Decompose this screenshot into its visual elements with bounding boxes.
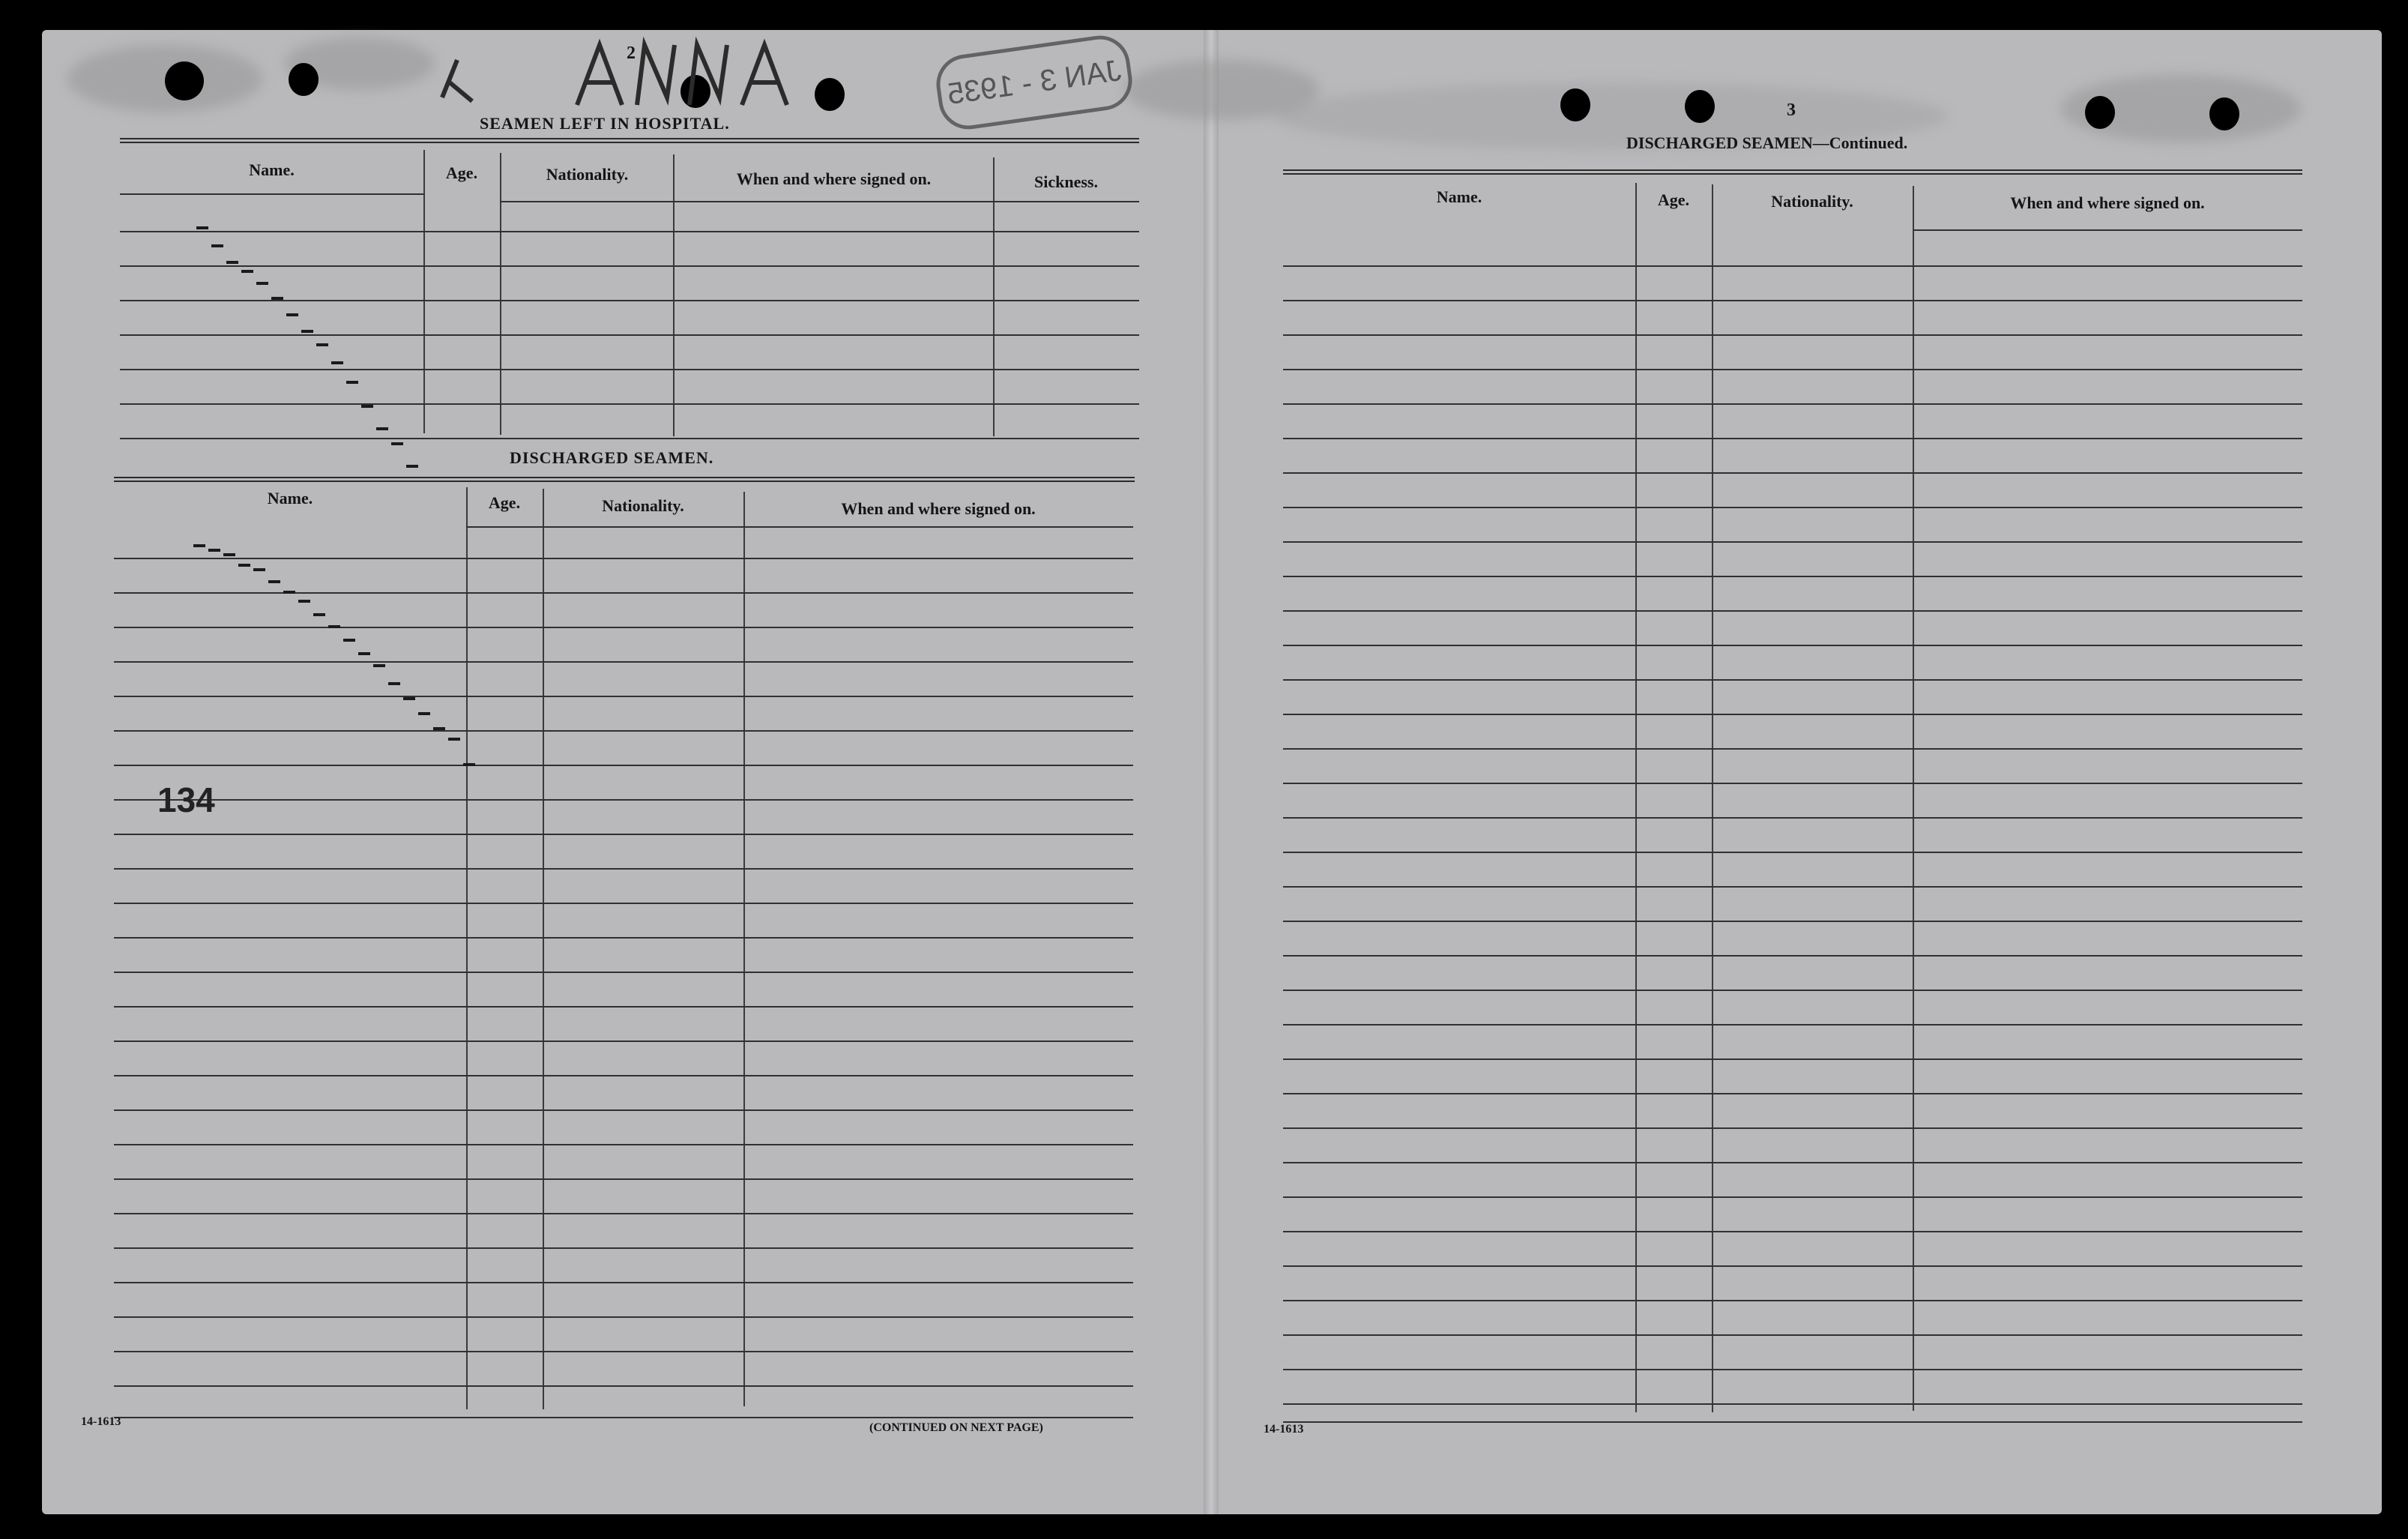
continued-col-name: Name. [1436, 187, 1482, 206]
row-rule [120, 265, 1139, 267]
dash-mark [391, 442, 403, 445]
dash-mark [241, 270, 253, 273]
row-rule [1283, 1058, 2302, 1060]
row-rule [1283, 300, 2302, 301]
row-rule [1283, 817, 2302, 819]
dash-mark [331, 361, 343, 364]
row-rule [466, 526, 1133, 528]
row-rule [114, 1075, 1133, 1076]
dash-mark [388, 682, 400, 685]
row-rule [1283, 403, 2302, 405]
dash-mark [196, 226, 208, 229]
dash-mark [346, 381, 358, 384]
row-rule [1283, 1127, 2302, 1129]
dash-mark [361, 405, 373, 408]
dash-mark [463, 763, 475, 766]
row-rule [1283, 334, 2302, 336]
row-rule [500, 201, 1139, 202]
column-divider [993, 157, 995, 436]
row-rule [1283, 507, 2302, 508]
row-rule [114, 868, 1133, 870]
continued-col-age: Age. [1657, 190, 1690, 209]
row-rule [120, 403, 1139, 405]
discharged-continued-title: DISCHARGED SEAMEN—Continued. [1626, 133, 1908, 152]
dash-mark [271, 297, 283, 300]
row-rule [1283, 679, 2302, 681]
row-rule [114, 834, 1133, 835]
discharged-section-title: DISCHARGED SEAMEN. [510, 448, 714, 467]
punch-hole [2209, 97, 2239, 130]
column-divider [743, 492, 745, 1406]
dash-mark [211, 244, 223, 247]
row-rule [114, 1316, 1133, 1318]
dash-mark [376, 427, 388, 430]
punch-hole [2085, 96, 2115, 129]
column-divider [673, 154, 675, 436]
row-rule [1283, 955, 2302, 957]
row-rule [1283, 265, 2302, 267]
column-divider [500, 153, 501, 435]
row-rule [114, 1109, 1133, 1111]
row-rule [1283, 541, 2302, 543]
column-divider [1635, 183, 1637, 1412]
dash-mark [316, 343, 328, 346]
dash-mark [418, 712, 430, 715]
row-rule [1283, 1334, 2302, 1336]
dash-mark [193, 544, 205, 547]
row-rule [1283, 886, 2302, 888]
row-rule [1283, 783, 2302, 784]
row-rule [120, 438, 1139, 439]
row-rule [114, 1417, 1133, 1418]
row-rule [114, 903, 1133, 904]
punch-hole [165, 61, 204, 100]
dash-mark [403, 697, 415, 700]
dash-mark [301, 330, 313, 333]
continued-note: (CONTINUED ON NEXT PAGE) [869, 1421, 1043, 1434]
row-rule [114, 730, 1133, 732]
row-rule [1283, 472, 2302, 474]
row-rule [114, 1144, 1133, 1145]
form-number-left: 14-1613 [81, 1415, 121, 1428]
row-rule [114, 1247, 1133, 1249]
hospital-col-age: Age. [445, 163, 478, 182]
row-rule [114, 1213, 1133, 1214]
dash-mark [253, 568, 265, 571]
row-rule [114, 1006, 1133, 1008]
hospital-col-nationality: Nationality. [546, 165, 629, 184]
column-divider [423, 150, 425, 433]
margin-mark: 134 [157, 780, 215, 819]
dash-mark [286, 313, 298, 316]
dash-mark [373, 664, 385, 667]
row-rule [114, 765, 1133, 766]
page-number-right: 3 [1787, 100, 1796, 120]
dash-mark [343, 639, 355, 642]
row-rule [1283, 748, 2302, 750]
row-rule [114, 1178, 1133, 1180]
row-rule [114, 1282, 1133, 1283]
continued-header-rule [1283, 169, 2302, 175]
handwritten-mark [420, 30, 944, 112]
discharged-col-signed-on: When and where signed on. [841, 499, 1036, 518]
row-rule [1283, 1265, 2302, 1267]
row-rule [114, 1351, 1133, 1352]
row-rule [1283, 645, 2302, 646]
column-divider [466, 487, 468, 1409]
dash-mark [448, 738, 460, 741]
row-rule [120, 334, 1139, 336]
row-rule [114, 799, 1133, 801]
dash-mark [283, 591, 295, 594]
row-rule [1283, 921, 2302, 922]
row-rule [1283, 610, 2302, 612]
punch-hole [1560, 88, 1590, 121]
row-rule [1913, 229, 2302, 231]
row-rule [1283, 1196, 2302, 1198]
hospital-col-sickness: Sickness. [1034, 172, 1098, 191]
row-rule [114, 696, 1133, 697]
dash-mark [358, 652, 370, 655]
row-rule [1283, 714, 2302, 715]
row-rule [114, 558, 1133, 559]
page-number-left: 2 [627, 43, 636, 63]
dash-mark [328, 625, 340, 628]
hospital-col-name: Name. [249, 160, 295, 179]
discharged-col-nationality: Nationality. [602, 496, 684, 515]
row-rule [114, 592, 1133, 594]
discharged-col-age: Age. [488, 493, 521, 512]
row-rule [114, 627, 1133, 628]
row-rule [120, 300, 1139, 301]
row-rule [114, 1385, 1133, 1387]
discharged-col-name: Name. [267, 489, 313, 508]
discharged-header-rule [114, 477, 1135, 482]
dash-mark [226, 261, 238, 264]
row-rule [1283, 369, 2302, 370]
row-rule [120, 369, 1139, 370]
row-rule [1283, 1300, 2302, 1301]
continued-col-nationality: Nationality. [1771, 192, 1853, 211]
hospital-section-title: SEAMEN LEFT IN HOSPITAL. [480, 114, 730, 133]
dash-mark [298, 600, 310, 603]
received-stamp: JAN 3 - 1935 [932, 31, 1135, 133]
row-rule [1283, 576, 2302, 577]
row-rule [1283, 1231, 2302, 1232]
page-fold [1204, 30, 1219, 1514]
dash-mark [208, 549, 220, 552]
row-rule [114, 972, 1133, 973]
continued-col-signed-on: When and where signed on. [2010, 193, 2205, 212]
punch-hole [1685, 90, 1715, 123]
dash-mark [256, 282, 268, 285]
row-rule [1283, 1162, 2302, 1163]
dash-mark [433, 727, 445, 730]
row-rule [1283, 1403, 2302, 1405]
row-rule [1283, 1421, 2302, 1423]
row-rule [1283, 990, 2302, 991]
row-rule [114, 661, 1133, 663]
punch-hole [289, 63, 319, 96]
dash-mark [223, 553, 235, 556]
row-rule [114, 1040, 1133, 1042]
row-rule [1283, 1369, 2302, 1370]
dash-mark [238, 564, 250, 567]
row-rule [1283, 1093, 2302, 1094]
row-rule [1283, 852, 2302, 853]
hospital-col-signed-on: When and where signed on. [736, 169, 932, 188]
row-rule [120, 231, 1139, 232]
row-rule [1283, 438, 2302, 439]
dash-mark [313, 613, 325, 616]
dash-mark [406, 465, 418, 468]
row-rule [120, 193, 423, 195]
dash-mark [268, 580, 280, 583]
row-rule [114, 937, 1133, 939]
form-number-right: 14-1613 [1264, 1423, 1304, 1436]
hospital-header-rule [120, 138, 1139, 143]
row-rule [1283, 1024, 2302, 1026]
